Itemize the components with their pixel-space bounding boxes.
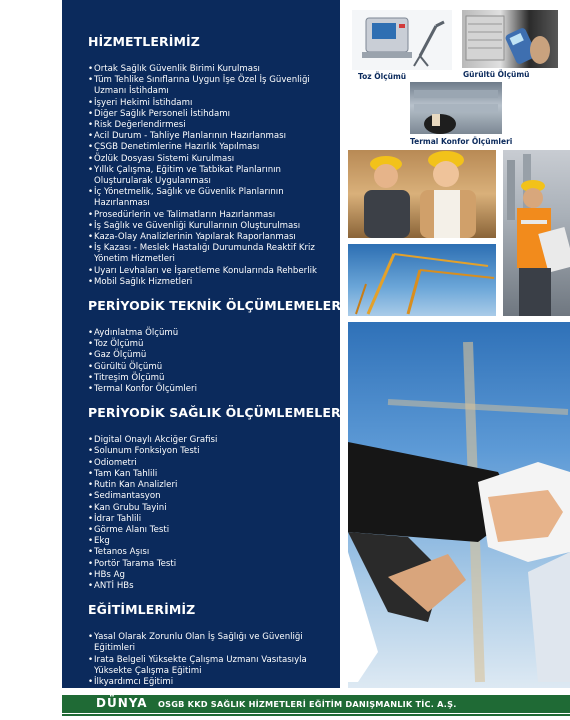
- services-list: [88, 64, 338, 288]
- noise-measurement-caption: Gürültü Ölçümü: [463, 70, 530, 79]
- list-item: • Mobil Sağlık Hizmetleri: [88, 277, 338, 288]
- section-technical-measurements: [88, 298, 342, 395]
- list-item: • ÇSGB Denetimlerine Hazırlık Yapılması: [88, 142, 338, 153]
- brand-logo-text: DÜNYA: [96, 696, 148, 710]
- workers-photo: [348, 150, 496, 238]
- engineers-photo: [503, 150, 570, 316]
- list-item: • Toz Ölçümü: [88, 339, 338, 350]
- list-item: • Yıllık Çalışma, Eğitim ve Tatbikat Planlarının Oluşturularak Uygulanması: [88, 165, 338, 187]
- list-item: • Kaza-Olay Analizlerinin Yapılarak Raporlanması: [88, 232, 338, 243]
- list-item: • Rutin Kan Analizleri: [88, 480, 338, 491]
- section-title: PERİYODİK TEKNİK ÖLÇÜMLEMELER: [88, 298, 342, 314]
- list-item: • Ortak Sağlık Güvenlik Birimi Kurulması: [88, 64, 338, 75]
- list-item: • Sedimantasyon: [88, 491, 338, 502]
- list-item: • Özlük Dosyası Sistemi Kurulması: [88, 154, 338, 165]
- list-item: • Yasal Olarak Zorunlu Olan İş Sağlığı ve Güvenliği Eğitimleri: [88, 632, 338, 654]
- handshake-photo: [348, 322, 570, 688]
- list-item: • Ekg: [88, 536, 338, 547]
- section-title: EĞİTİMLERİMİZ: [88, 602, 196, 618]
- list-item: • HBs Ag: [88, 570, 338, 581]
- dust-measurement-photo: [352, 10, 452, 70]
- dust-meter-icon: [352, 10, 452, 70]
- thermal-meter-icon: [410, 82, 502, 134]
- list-item: • Görme Alanı Testi: [88, 525, 338, 536]
- services-sections: [88, 34, 346, 709]
- list-item: • Tam Kan Tahlili: [88, 469, 338, 480]
- health-measurements-list: [88, 435, 338, 592]
- list-item: • Titreşim Ölçümü: [88, 373, 338, 384]
- engineers-illustration: [503, 150, 570, 316]
- section-title: HİZMETLERİMİZ: [88, 34, 200, 49]
- thermal-comfort-photo: [410, 82, 502, 134]
- list-item: • Tetanos Aşısı: [88, 547, 338, 558]
- list-item: • ANTİ HBs: [88, 581, 338, 592]
- list-item: • Kan Grubu Tayini: [88, 503, 338, 514]
- list-item: • İş Kazası - Meslek Hastalığı Durumunda Reaktif Kriz Yönetim Hizmetleri: [88, 243, 338, 265]
- list-item: • İlkyardımcı Eğitimi: [88, 677, 338, 688]
- noise-measurement-photo: [462, 10, 558, 68]
- list-item: • Prosedürlerin ve Talimatların Hazırlanması: [88, 210, 338, 221]
- list-item: • Tüm Tehlike Sınıflarına Uygun İşe Özel İş Güvenliği Uzmanı İstihdamı: [88, 75, 338, 97]
- list-item: • Irata Belgeli Yüksekte Çalışma Uzmanı Vasıtasıyla Yüksekte Çalışma Eğitimi: [88, 655, 338, 677]
- crane-illustration: [348, 244, 496, 316]
- list-item: • Termal Konfor Ölçümleri: [88, 384, 338, 395]
- list-item: • Solunum Fonksiyon Testi: [88, 446, 338, 457]
- list-item: • İdrar Tahlili: [88, 514, 338, 525]
- list-item: • Aydınlatma Ölçümü: [88, 328, 338, 339]
- handshake-illustration: [348, 322, 570, 688]
- sound-meter-icon: [462, 10, 558, 68]
- list-item: • Uyarı Levhaları ve İşaretleme Konularında Rehberlik: [88, 266, 338, 277]
- list-item: • İşyeri Hekimi İstihdamı: [88, 98, 338, 109]
- list-item: • Gaz Ölçümü: [88, 350, 338, 361]
- list-item: • Portör Tarama Testi: [88, 559, 338, 570]
- dust-measurement-caption: Toz Ölçümü: [358, 72, 407, 81]
- section-title: PERİYODİK SAĞLIK ÖLÇÜMLEMELERİ: [88, 405, 346, 421]
- footer-bar: [0, 692, 570, 720]
- thermal-comfort-caption: Termal Konfor Ölçümleri: [410, 137, 513, 146]
- section-trainings: [88, 602, 338, 699]
- trainings-list: [88, 632, 338, 699]
- list-item: • Odiometri: [88, 458, 338, 469]
- list-item: • İç Yönetmelik, Sağlık ve Güvenlik Planlarının Hazırlanması: [88, 187, 338, 209]
- list-item: • Acil Durum - Tahliye Planlarının Hazırlanması: [88, 131, 338, 142]
- list-item: • Digital Onaylı Akciğer Grafisi: [88, 435, 338, 446]
- list-item: • Diğer Sağlık Personeli İstihdamı: [88, 109, 338, 120]
- list-item: • Risk Değerlendirmesi: [88, 120, 338, 131]
- footer-green-line: [62, 714, 570, 716]
- list-item: • Gürültü Ölçümü: [88, 362, 338, 373]
- workers-illustration: [348, 150, 496, 238]
- company-name: OSGB KKD SAĞLIK HİZMETLERİ EĞİTİM DANIŞMANLIK TİC. A.Ş.: [158, 699, 457, 709]
- list-item: • İş Sağlık ve Güvenliği Kurullarının Oluşturulması: [88, 221, 338, 232]
- section-health-measurements: [88, 405, 346, 592]
- technical-measurements-list: [88, 328, 338, 395]
- section-services: [88, 34, 338, 288]
- cranes-photo: [348, 244, 496, 316]
